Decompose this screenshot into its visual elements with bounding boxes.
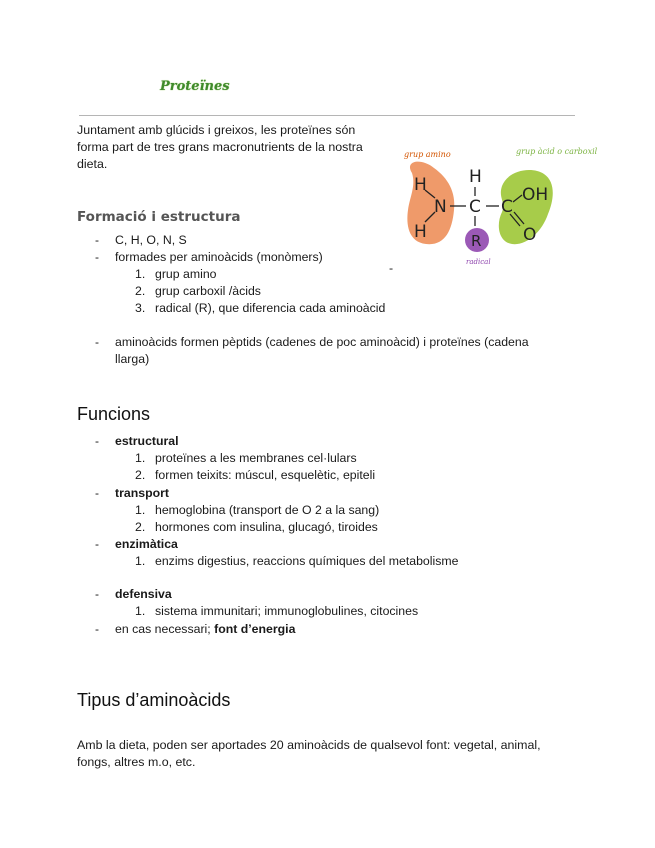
sub-list-item: 1. grup amino: [135, 267, 217, 281]
atom-oh: OH: [522, 185, 549, 205]
list-item: - formades per aminoàcids (monòmers): [95, 250, 323, 264]
sub-list-item: 2. formen teixits: múscul, esquelètic, epiteli: [135, 468, 376, 482]
atom-n: N: [434, 197, 447, 217]
list-item: - C, H, O, N, S: [95, 233, 187, 247]
section-heading-funcions: Funcions: [77, 404, 151, 424]
atom-h1: H: [414, 175, 427, 195]
list-item: - enzimàtica: [95, 537, 178, 551]
atom-o: O: [523, 225, 537, 245]
label-amino: grup amino: [404, 150, 451, 159]
atom-c2: C: [501, 197, 513, 217]
section-heading-tipus: Tipus d’aminoàcids: [77, 690, 231, 710]
sub-list-item: 1. hemoglobina (transport de O 2 a la sang): [135, 503, 380, 517]
page-title: Proteïnes: [160, 79, 230, 94]
list-item: - aminoàcids formen pèptids (cadenes de poc aminoàcid) i proteïnes (cadena llarga): [95, 335, 529, 366]
list-item: - transport: [95, 486, 169, 500]
sub-list-item: 2. hormones com insulina, glucagó, tiroides: [135, 520, 378, 534]
tipus-paragraph: Amb la dieta, poden ser aportades 20 aminoàcids de qualsevol font: vegetal, animal, fongs, altres m.o, etc.: [77, 738, 541, 769]
atom-c: C: [469, 197, 481, 217]
label-acid: grup àcid o carboxil: [516, 147, 598, 156]
sub-list-item: 3. radical (R), que diferencia cada aminoàcid: [135, 301, 386, 315]
list-item: - estructural: [95, 434, 179, 448]
sub-list-item: 1. sistema immunitari; immunoglobulines, citocines: [135, 604, 419, 618]
horizontal-rule: [79, 115, 575, 116]
sub-list-item: 2. grup carboxil /àcids: [135, 284, 261, 298]
atom-h2: H: [414, 222, 427, 242]
sub-list-item: 1. enzims digestius, reaccions químiques del metabolisme: [135, 554, 459, 568]
intro-paragraph: Juntament amb glúcids i greixos, les proteïnes són forma part de tres grans macronutrients de la nostra dieta.: [77, 123, 363, 171]
section-heading-formacio: Formació i estructura: [77, 209, 241, 225]
list-item: - en cas necessari; font d’energia: [95, 622, 296, 636]
atom-htop: H: [469, 167, 482, 187]
list-item: - defensiva: [95, 587, 172, 601]
label-radical: radical: [466, 258, 491, 266]
sub-list-item: 1. proteïnes a les membranes cel·lulars: [135, 451, 357, 465]
stray-dash: -: [389, 261, 394, 275]
atom-r: R: [471, 232, 482, 250]
